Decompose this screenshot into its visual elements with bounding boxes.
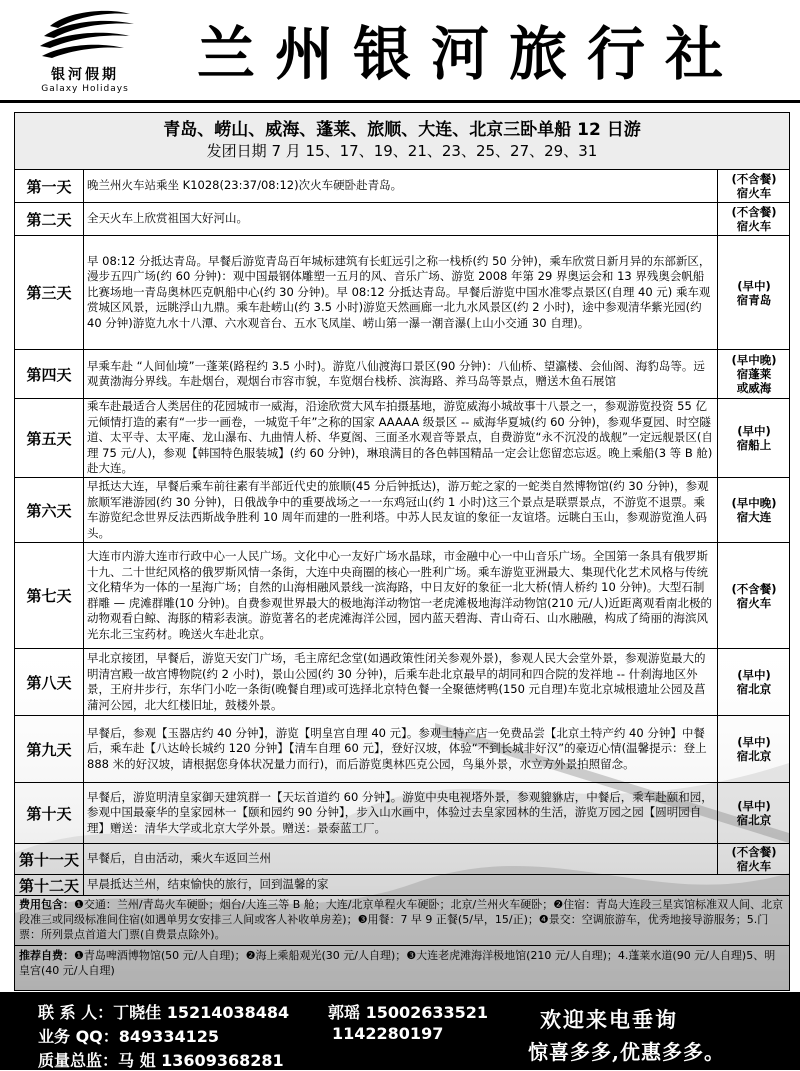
qq-number-2: 1142280197 [332,1024,444,1043]
itinerary-row-day-5 [15,399,789,478]
meal-and-lodging: (早中) 宿北京 [717,649,790,715]
itinerary-row-day-11 [15,844,789,875]
meal-and-lodging: (早中) 宿北京 [717,783,790,843]
qq-number-1: 849334125 [118,1027,219,1046]
day-description: 早 08:12 分抵达青岛。早餐后游览青岛百年城标建筑有长虹远引之称一栈桥(约 50 分钟)，乘车欣赏日新月异的东部新区，漫步五四广场(约 60 分钟)：观中国最钢体雕塑一五月的风、音乐广场、游览 2008 年第 29 界奥运会和 13 界残奥会帆船比赛场地一青岛奥林匹克帆船中心(约 30 分钟)。早 08:12 分抵达青岛。早餐后游览中国水准零点景区(自理 40 元) 乘车观赏城区风景，远眺浮山九鼎。乘车赴崂山(约 3.5 小时)游览天然画廊一北九水风景区(约 2 小时)，途中参观清华紫光园(约 40 分钟)游览九水十八潭、六水观音台、五水飞凤崖、崂山第一瀑一潮音瀑(上山小交通 30 自理)。 [87,253,711,330]
meal-and-lodging: (早中) 宿北京 [717,716,790,782]
itinerary-row-day-7 [15,543,789,649]
day-label: 第九天 [15,716,84,782]
meal-and-lodging: (不含餐) 宿火车 [717,543,790,648]
qq-label: 业务 QQ： [38,1027,119,1046]
itinerary-row-day-6 [15,478,789,543]
meal-and-lodging: (不含餐) 宿火车 [717,170,790,202]
meal-and-lodging: (早中晚) 宿蓬莱 或威海 [717,350,790,398]
contact-label: 联 系 人： [38,1003,114,1022]
day-description: 早餐后，参观【玉器店约 40 分钟】，游览【明皇宫自理 40 元】。参观土特产店一免费品尝【北京土特产约 40 分钟】中餐后，乘车赴【八达岭长城约 120 分钟】【清车自理 60 元】，登好汉坡，体验“不到长城非好汉”的豪迈心情(温馨提示：登上 888 米的好汉坡，请根据您身体状况量力而行)，而后游览奥林匹克公园，鸟巢外景，水立方外景拍照留念。 [87,725,707,771]
supervisor-label: 质量总监： [38,1051,119,1070]
day-description: 早餐后，游览明清皇家御天建筑群一【天坛首道约 60 分钟】。游览中央电视塔外景，参观貔貅店，中餐后，乘车赴颐和园，参观中国最豪华的皇家园林一【颐和园约 90 分钟】，步入山水画中，体验过去皇家园林的生活，游览万园之园【圆明园自理】赠送：清华大学或北京大学外景。赠送：景泰蓝工厂。 [87,789,713,835]
day-description: 早乘车赴 “人间仙境”一蓬莱(路程约 3.5 小时)。游览八仙渡海口景区(90 分钟)：八仙桥、望瀛楼、会仙阁、海豹岛等。远观黄渤海分界线。车赴烟台，观烟台市容市貌，车览烟台栈桥、滨海路、养马岛等景点，赠送木鱼石展馆 [87,358,705,388]
day-description: 早晨抵达兰州，结束愉快的旅行，回到温馨的家 [87,877,329,892]
meal-and-lodging: (不含餐) 宿火车 [717,203,790,235]
meal-and-lodging: (早中晚) 宿大连 [717,478,790,542]
qq-line [38,1024,444,1047]
day-label: 第五天 [15,399,84,477]
day-description: 早抵达大连，早餐后乘车前往素有半部近代史的旅顺(45 分后钟抵达)，游万蛇之家的一蛇类自然博物馆(约 30 分钟)，参观旅顺军港游园(约 30 分钟)，日俄战争中的重要战场之一一东鸡冠山(约 1 小时)这三个景点是联票景点，不游览不退票。乘车游览纪念世界反法西斯战争胜利 10 周年而建的一胜利塔。中苏人民友谊的象征一友谊塔。远眺白玉山，参观游览渔人码头。 [87,479,709,540]
day-label: 第十二天 [15,875,84,895]
optional-extras [15,947,789,990]
day-label: 第三天 [15,236,84,349]
header-divider [0,100,800,103]
day-description: 大连市内游大连市行政中心一人民广场。文化中心一友好广场水晶球，市金融中心一中山音乐广场。全国第一条具有俄罗斯十九、二十世纪风格的俄罗斯风情一条街，大连中央商圈的核心一胜利广场。乘车游览亚洲最大、集现代化艺术风格与传统文化精华为一体的一星海广场；自然的山海相融风景线一滨海路，中日友好的象征一北大桥(情人桥约 10 分钟)。大型石制群雕 — 虎滩群雕(10 分钟)。自费参观世界最大的极地海洋动物馆一老虎滩极地海洋动物馆(210 元/人)近距离观看南北极的动物观看白鲸、海豚的精彩表演。游览著名的老虎滩海洋公园，园内蓝天碧海、青山奇石、山水融融，构成了绮丽的海滨风光东北三宝药材。晚送火车赴北京。 [87,549,713,641]
logo-chinese-name: 银河假期 [51,67,119,83]
contact-person-1: 丁晓佳 15214038484 [113,1003,290,1022]
meal-and-lodging: (早中) 宿船上 [717,399,790,477]
meal-and-lodging: (不含餐) 宿火车 [717,844,790,874]
day-label: 第六天 [15,478,84,542]
itinerary-row-day-1 [15,170,789,203]
day-label: 第十天 [15,783,84,843]
page-header [0,0,800,108]
contact-footer [0,992,800,1070]
welcome-message: 欢迎来电垂询 [540,1007,678,1032]
itinerary-table [14,112,790,991]
galaxy-holidays-logo [30,6,140,100]
day-label: 第十一天 [15,844,84,874]
itinerary-row-day-4 [15,350,789,399]
logo-english-name: Galaxy Holidays [41,84,129,94]
day-label: 第二天 [15,203,84,235]
day-label: 第一天 [15,170,84,202]
day-description: 全天火车上欣赏祖国大好河山。 [87,211,248,226]
itinerary-row-day-12 [15,875,789,896]
day-description: 乘车赴最适合人类居住的花园城市一威海，沿途欣赏大风车拍摄基地，游览威海小城故事十八景之一，参观游览投资 55 亿元倾情打造的素有“一步一画卷，一城览千年”之称的国家 AAAAA 级景区 -- 威海华夏城(约 60 分钟)，参观华夏园、时空隧道、太平寺、太平庵、龙山瀑布、九曲情人桥、华夏阁、三面圣水观音等景点，自费游览“永不沉没的战舰”一定远舰景区(自理 75 元/人)，参观【韩国特色服装城】(约 60 分钟)，琳琅满目的各色韩国精品一定会让您留恋忘返。晚上乘船(3 等 B 舱)赴大连。 [87,399,713,476]
optional-text: ❶青岛啤酒博物馆(50 元/人自理)；❷海上乘船观光(30 元/人自理)；❸大连老虎滩海洋极地馆(210 元/人自理)；4.蓬莱水道(90 元/人自理)5、明皇宫(40 元/人自理) [19,949,776,977]
tour-header [15,113,789,170]
itinerary-row-day-3 [15,236,789,350]
day-description: 晚兰州火车站乘坐 K1028(23:37/08:12)次火车硬卧赴青岛。 [87,178,403,193]
cost-inclusions [15,896,789,946]
inclusions-label: 费用包含： [19,898,74,911]
day-label: 第八天 [15,649,84,715]
day-description: 早餐后，自由活动，乘火车返回兰州 [87,851,271,866]
itinerary-row-day-10 [15,783,789,844]
itinerary-row-day-9 [15,716,789,783]
day-label: 第七天 [15,543,84,648]
swoosh-logo-icon [30,6,140,64]
day-description: 早北京接团，早餐后，游览天安门广场，毛主席纪念堂(如遇政策性闭关参观外景)，参观人民大会堂外景，参观游览最大的明清宫殿一故宫博物院(约 2 小时)，景山公园(约 30 分钟)，后乘车赴北京最早的胡同和四合院的发祥地 -- 什刹海地区外景，王府井步行，东华门小吃一条街(晚餐自理)或可选择北京特色餐一全聚德烤鸭(150 元自理)车览北京城根遗址公园及菖蒲河公园，北大红楼旧址，鼓楼外景。 [87,651,706,712]
agency-title: 兰州银河旅行社 [196,20,743,88]
optional-label: 推荐自费： [19,949,74,962]
contact-person-2: 郭瑶 15002633521 [328,1003,489,1022]
supervisor-contact: 马 姐 13609368281 [118,1051,284,1070]
supervisor-line [38,1048,284,1071]
inclusions-text: ❶交通：兰州/青岛火车硬卧；烟台/大连三等 B 舱；大连/北京单程火车硬卧；北京/兰州火车硬卧；❷住宿：青岛大连段三星宾馆标准双人间、北京段准三或同级标准间住宿(如遇单男女安排三人间或客人补收单房差)；❸用餐：7 早 9 正餐(5/早，15/正)；❹景交：空调旅游车，优秀地接导游服务；5.门票：所列景点首道大门票(自费景点除外)。 [19,898,784,941]
tour-title: 青岛、崂山、威海、蓬莱、旅顺、大连、北京三卧单船 12 日游 [163,120,641,140]
meal-and-lodging: (早中) 宿青岛 [717,236,790,349]
promo-slogan: 惊喜多多,优惠多多。 [528,1040,725,1064]
contact-line [38,1000,489,1023]
itinerary-row-day-8 [15,649,789,716]
departure-dates: 发团日期 7 月 15、17、19、21、23、25、27、29、31 [206,142,598,160]
day-label: 第四天 [15,350,84,398]
itinerary-row-day-2 [15,203,789,236]
